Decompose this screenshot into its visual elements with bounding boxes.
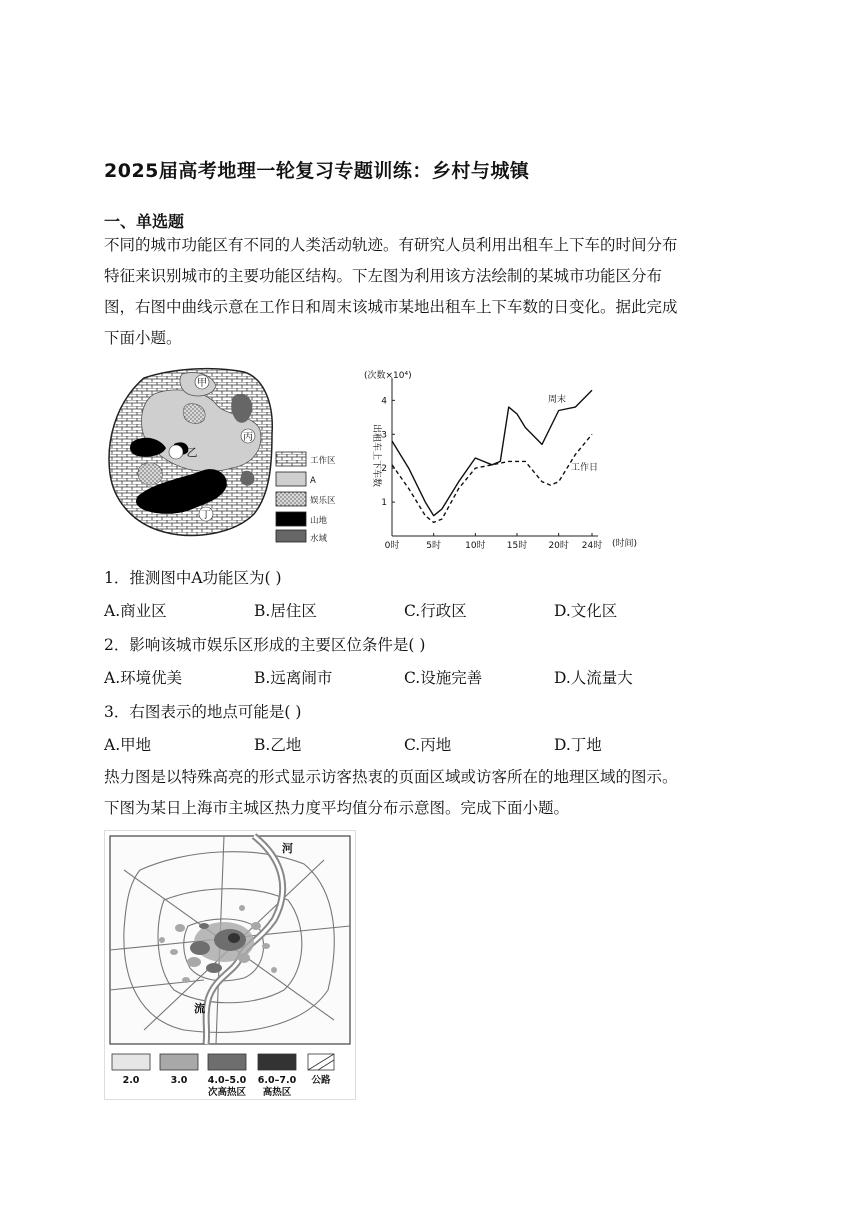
shanghai-heat-map <box>104 830 356 1100</box>
question-2-stem: 2．影响该城市娱乐区形成的主要区位条件是( ) <box>104 636 426 654</box>
x-tick-label: 10时 <box>465 541 486 551</box>
y-tick-label: 3 <box>381 430 387 441</box>
question-2-option-d[interactable]: D.人流量大 <box>554 669 633 687</box>
question-2-option-a[interactable]: A.环境优美 <box>104 669 183 687</box>
legend-value: 公路 <box>311 1075 331 1086</box>
legend-value: 3.0 <box>170 1075 188 1086</box>
passage-line: 不同的城市功能区有不同的人类活动轨迹。有研究人员利用出租车上下车的时间分布 <box>104 236 678 254</box>
map-legend <box>276 452 336 544</box>
label-bubble <box>169 445 183 459</box>
page-title: 2025届高考地理一轮复习专题训练：乡村与城镇 <box>104 160 530 182</box>
series-label: 工作日 <box>571 462 599 473</box>
entertainment-area <box>138 463 162 485</box>
question-3-option-b[interactable]: B.乙地 <box>254 736 302 754</box>
x-tick-label: 20时 <box>548 541 569 551</box>
passage-line: 热力图是以特殊高亮的形式显示访客热衷的页面区域或访客所在的地理区域的图示。 <box>104 768 678 786</box>
legend-label: 娱乐区 <box>310 496 336 506</box>
passage-line: 下面小题。 <box>104 329 182 347</box>
legend-label: 山地 <box>310 516 328 526</box>
passage-line: 特征来识别城市的主要功能区结构。下左图为利用该方法绘制的某城市功能区分布 <box>104 267 663 285</box>
question-3-stem: 3．右图表示的地点可能是( ) <box>104 703 302 721</box>
question-3-option-c[interactable]: C.丙地 <box>404 736 452 754</box>
series-line-weekend <box>392 390 592 516</box>
legend-value: 6.0–7.0 <box>257 1075 297 1086</box>
chart-y-label: 出租车上下车数 <box>371 424 381 488</box>
legend-note: 高热区 <box>262 1087 292 1098</box>
chart-x-unit: (时间) <box>612 539 638 549</box>
question-1-option-d[interactable]: D.文化区 <box>554 602 618 620</box>
passage-1 <box>104 230 758 354</box>
x-tick-label: 24时 <box>581 541 603 551</box>
taxi-line-chart <box>360 364 650 554</box>
question-3-option-a[interactable]: A.甲地 <box>104 736 152 754</box>
legend-label: A <box>310 476 316 486</box>
series-label: 周末 <box>548 395 567 406</box>
passage-line: 下图为某日上海市主城区热力度平均值分布示意图。完成下面小题。 <box>104 799 570 817</box>
passage-2 <box>104 762 758 824</box>
question-1-option-c[interactable]: C.行政区 <box>404 602 467 620</box>
y-tick-label: 1 <box>381 498 387 509</box>
question-2-option-c[interactable]: C.设施完善 <box>404 669 483 687</box>
y-tick-label: 2 <box>381 464 387 475</box>
place-label-jia: 甲 <box>197 378 207 389</box>
question-2-option-b[interactable]: B.远离闹市 <box>254 669 333 687</box>
x-tick-label: 15时 <box>506 541 528 551</box>
question-1-stem: 1．推测图中A功能区为( ) <box>104 569 282 587</box>
x-tick-label: 5时 <box>426 541 442 551</box>
question-1-option-a[interactable]: A.商业区 <box>104 602 167 620</box>
chart-y-unit: (次数×10⁴) <box>364 371 412 381</box>
legend-value: 4.0–5.0 <box>207 1075 247 1086</box>
section-heading: 一、单选题 <box>104 212 185 231</box>
label-river-he: 河 <box>282 842 293 855</box>
place-label-yi: 乙 <box>186 446 198 459</box>
city-function-map <box>104 364 354 544</box>
question-3-option-d[interactable]: D.丁地 <box>554 736 602 754</box>
label-river-liu: 流 <box>194 1002 205 1015</box>
x-tick-label: 0时 <box>384 541 400 551</box>
place-label-ding: 丁 <box>201 510 211 521</box>
passage-line: 图，右图中曲线示意在工作日和周末该城市某地出租车上下车数的日变化。据此完成 <box>104 298 678 316</box>
legend-label: 工作区 <box>310 456 336 466</box>
question-1-option-b[interactable]: B.居住区 <box>254 602 317 620</box>
legend-label: 水域 <box>310 534 328 544</box>
legend-value: 2.0 <box>122 1075 140 1086</box>
series-line-weekday <box>392 434 592 522</box>
legend-note: 次高热区 <box>207 1087 247 1098</box>
y-tick-label: 4 <box>381 396 387 407</box>
place-label-bing: 丙 <box>243 432 253 443</box>
